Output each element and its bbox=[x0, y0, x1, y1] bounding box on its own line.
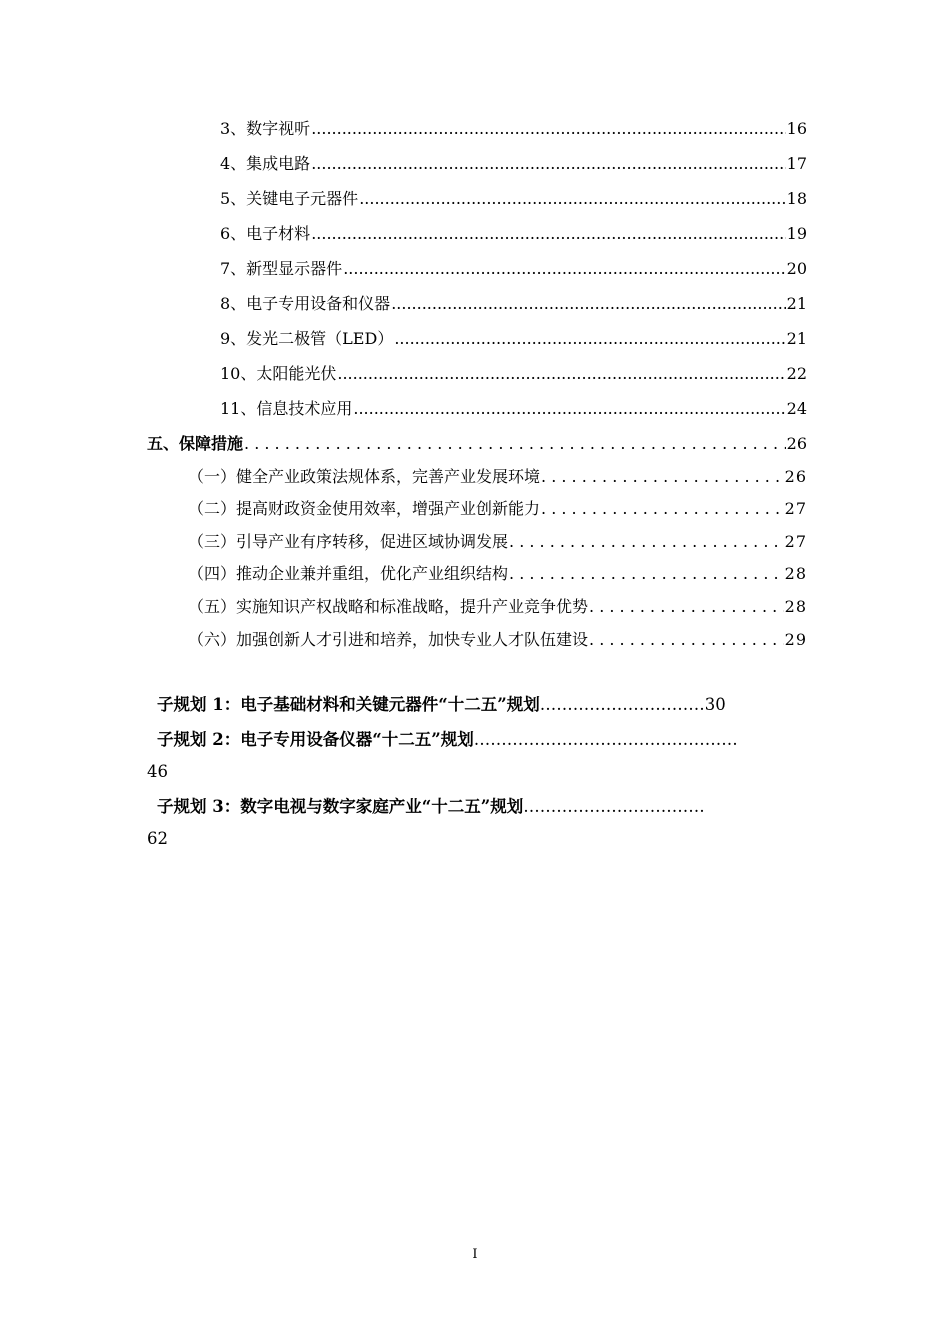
toc-entry-page: 18 bbox=[786, 189, 807, 208]
toc-leader-dots bbox=[394, 329, 785, 348]
toc-subplan-page: 30 bbox=[704, 695, 726, 714]
toc-leader-dots bbox=[391, 294, 785, 313]
toc-subsection-label: （二）提高财政资金使用效率，增强产业创新能力 bbox=[188, 499, 541, 518]
toc-subplan[interactable] bbox=[147, 791, 807, 855]
toc-entry-page: 22 bbox=[786, 364, 807, 383]
toc-leader-dots bbox=[353, 399, 785, 418]
toc-entry[interactable] bbox=[220, 186, 807, 209]
toc-entry[interactable] bbox=[220, 116, 807, 139]
toc-subsection[interactable] bbox=[188, 594, 807, 617]
toc-subsection-page: 27 bbox=[784, 499, 807, 518]
toc-subplan-label: 电子专用设备仪器“十二五”规划 bbox=[240, 730, 474, 749]
toc-leader-dots bbox=[541, 499, 784, 518]
toc-subsection-label: （五）实施知识产权战略和标准战略，提升产业竞争优势 bbox=[188, 597, 589, 616]
toc-entry-page: 20 bbox=[786, 259, 807, 278]
toc-entry-label: 4、集成电路 bbox=[220, 154, 311, 173]
toc-entry-label: 6、电子材料 bbox=[220, 224, 311, 243]
toc-leader-dots: ………………………………………… bbox=[473, 730, 738, 749]
toc-leader-dots bbox=[589, 597, 784, 616]
toc-leader-dots bbox=[311, 119, 785, 138]
toc-leader-dots: …………………………… bbox=[523, 797, 705, 816]
toc-subplan-prefix: 子规划 1： bbox=[157, 695, 241, 714]
toc-entry[interactable] bbox=[220, 396, 807, 419]
toc-subsection-label: （六）加强创新人才引进和培养，加快专业人才队伍建设 bbox=[188, 630, 589, 649]
toc-entry-label: 9、发光二极管（LED） bbox=[220, 329, 394, 348]
toc-subplan-page: 62 bbox=[147, 829, 168, 848]
toc-leader-dots bbox=[311, 224, 785, 243]
toc-subplan-label: 数字电视与数字家庭产业“十二五”规划 bbox=[240, 797, 524, 816]
toc-entry[interactable] bbox=[220, 221, 807, 244]
toc-subsection-label: （一）健全产业政策法规体系，完善产业发展环境 bbox=[188, 467, 541, 486]
toc-subsection[interactable] bbox=[188, 496, 807, 519]
toc-section-heading[interactable] bbox=[147, 431, 807, 454]
toc-entry-label: 11、信息技术应用 bbox=[220, 399, 353, 418]
toc-subsection[interactable] bbox=[188, 464, 807, 487]
toc-leader-dots bbox=[589, 630, 784, 649]
toc-entry-page: 17 bbox=[786, 154, 807, 173]
toc-leader-dots bbox=[343, 259, 785, 278]
toc-leader-dots bbox=[359, 189, 785, 208]
toc-subplan-prefix: 子规划 3： bbox=[157, 797, 241, 816]
toc-subplan[interactable] bbox=[147, 689, 807, 721]
toc-section-page: 26 bbox=[786, 434, 807, 453]
toc-subsection[interactable] bbox=[188, 529, 807, 552]
toc-entry[interactable] bbox=[220, 151, 807, 174]
toc-entry-page: 21 bbox=[786, 329, 807, 348]
toc-section-label: 五、保障措施 bbox=[147, 434, 244, 453]
toc-subplan-label: 电子基础材料和关键元器件“十二五”规划 bbox=[240, 695, 540, 714]
toc-subsection-page: 28 bbox=[784, 597, 807, 616]
toc-entry-label: 10、太阳能光伏 bbox=[220, 364, 337, 383]
toc-subsection-page: 28 bbox=[784, 564, 807, 583]
toc-entry-label: 3、数字视听 bbox=[220, 119, 311, 138]
toc-entry-label: 7、新型显示器件 bbox=[220, 259, 343, 278]
page-number: I bbox=[472, 1247, 478, 1262]
toc-subsection-label: （四）推动企业兼并重组，优化产业组织结构 bbox=[188, 564, 509, 583]
toc-entry-page: 21 bbox=[786, 294, 807, 313]
toc-entry-label: 8、电子专用设备和仪器 bbox=[220, 294, 391, 313]
toc-subsection-page: 27 bbox=[784, 532, 807, 551]
toc-entry[interactable] bbox=[220, 361, 807, 384]
toc-leader-dots bbox=[509, 532, 784, 551]
toc-subplan[interactable] bbox=[147, 724, 807, 788]
toc-subsection-page: 29 bbox=[784, 630, 807, 649]
toc-subsection[interactable] bbox=[188, 627, 807, 650]
toc-subsection[interactable] bbox=[188, 561, 807, 584]
toc-subplan-prefix: 子规划 2： bbox=[157, 730, 241, 749]
toc-leader-dots bbox=[541, 467, 784, 486]
toc-subplan-page: 46 bbox=[147, 762, 168, 781]
toc-subsection-page: 26 bbox=[784, 467, 807, 486]
toc-leader-dots bbox=[337, 364, 785, 383]
toc-entry[interactable] bbox=[220, 291, 807, 314]
toc-entry-page: 16 bbox=[786, 119, 807, 138]
toc-entry-page: 24 bbox=[786, 399, 807, 418]
toc-entry-page: 19 bbox=[786, 224, 807, 243]
toc-subsection-label: （三）引导产业有序转移，促进区域协调发展 bbox=[188, 532, 509, 551]
toc-leader-dots: ………………………… bbox=[539, 695, 705, 714]
toc-leader-dots bbox=[311, 154, 785, 173]
toc-leader-dots bbox=[509, 564, 784, 583]
toc-entry-label: 5、关键电子元器件 bbox=[220, 189, 359, 208]
toc-entry[interactable] bbox=[220, 326, 807, 349]
toc-leader-dots bbox=[244, 434, 786, 453]
toc-entry[interactable] bbox=[220, 256, 807, 279]
